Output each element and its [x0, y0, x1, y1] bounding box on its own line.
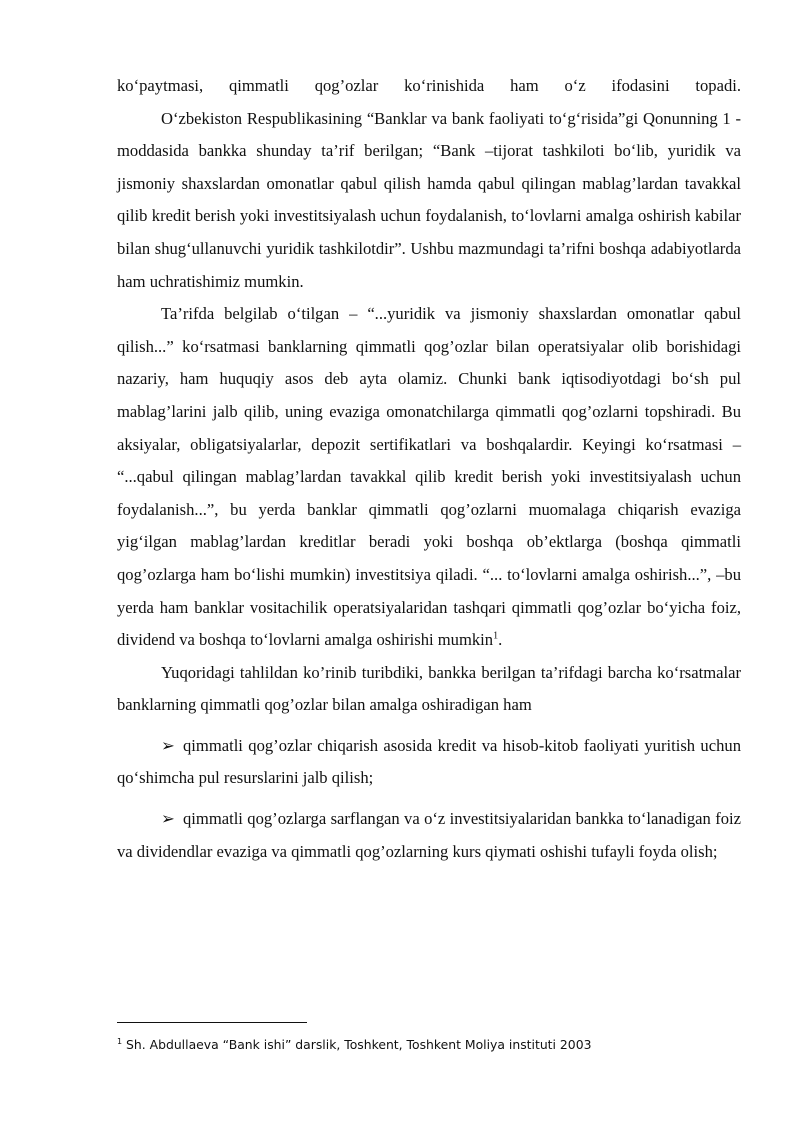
list-item: [117, 803, 741, 868]
footnote: [117, 1037, 757, 1052]
paragraph-analysis-text: Ta’rifda belgilab o‘tilgan – “...yuridik va jismoniy shaxslardan omonatlar qabul qilish...” ko‘rsatmasi banklarning qimmatli qog’ozlar bilan operatsiyalar olib borishidagi nazariy, ham huquqiy asos deb ayta olamiz. Chunki bank iqtisodiyotdagi bo‘sh pul mablag’larini jalb qilib, uning evaziga omonatchilarga qimmatli qog’ozlarni topshiradi. Bu aksiyalar, obligatsiyalarlar, depozit sertifikatlari va boshqalardir. Keyingi ko‘rsatmasi – “...qabul qilingan mablag’lardan tavakkal qilib kredit berish yoki investitsiyalash uchun foydalanish...”, bu yerda banklar qimmatli qog’ozlarni muomalaga chiqarish evaziga yig‘ilgan mablag’lardan kreditlar beradi yoki boshqa ob’ektlarga (boshqa qimmatli qog’ozlarga ham bo‘lishi mumkin) investitsiya qiladi. “... to‘lovlarni amalga oshirish...”, –bu yerda ham banklar vositachilik operatsiyalaridan tashqari qimmatli qog’ozlar bo‘yicha foiz, dividend va boshqa to‘lovlarni amalga oshirishi mumkin: [117, 304, 741, 650]
footnote-reference: 1: [493, 630, 499, 642]
list-item: [117, 730, 741, 795]
arrow-bullet-icon: ➢: [161, 735, 175, 755]
list-item-text: qimmatli qog’ozlar chiqarish asosida kredit va hisob-kitob faoliyati yuritish uchun qo‘shimcha pul resurslarini jalb qilish;: [117, 735, 741, 788]
footnote-divider: [117, 1022, 307, 1023]
paragraph-analysis-end: .: [498, 630, 503, 650]
footnote-number: 1: [117, 1036, 123, 1046]
body-text: [117, 70, 741, 868]
paragraph-conclusion: Yuqoridagi tahlildan ko’rinib turibdiki, bankka berilgan ta’rifdagi barcha ko‘rsatmalar banklarning qimmatli qog’ozlar bilan amalga oshiradigan ham: [117, 662, 741, 715]
paragraph-analysis: [117, 298, 741, 657]
footnote-text: Sh. Abdullaeva “Bank ishi” darslik, Toshkent, Toshkent Moliya instituti 2003: [122, 1037, 592, 1052]
arrow-bullet-icon: ➢: [161, 809, 175, 829]
list-item-text: qimmatli qog’ozlarga sarflangan va o‘z investitsiyalaridan bankka to‘lanadigan foiz va dividendlar evaziga va qimmatli qog’ozlarning kurs qiymati oshishi tufayli foyda olish;: [117, 809, 741, 861]
paragraph-bank-definition: O‘zbekiston Respublikasining “Banklar va bank faoliyati to‘g‘risida”gi Qonunning 1 -moddasida bankka shunday ta’rif berilgan; “Bank –tijorat tashkiloti bo‘lib, yuridik va jismoniy shaxslardan omonatlar qabul qilish hamda qabul qilingan mablag’lardan tavakkal qilib kredit berish yoki investitsiyalash uchun foydalanish, to‘lovlarni amalga oshirish kabilar bilan shug‘ullanuvchi yuridik tashkilotdir”. Ushbu mazmundagi ta’rifni boshqa adabiyotlarda ham uchratishimiz mumkin.: [117, 108, 741, 291]
paragraph-continuation: ko‘paytmasi, qimmatli qog’ozlar ko‘rinishida ham o‘z ifodasini topadi.: [117, 76, 741, 95]
